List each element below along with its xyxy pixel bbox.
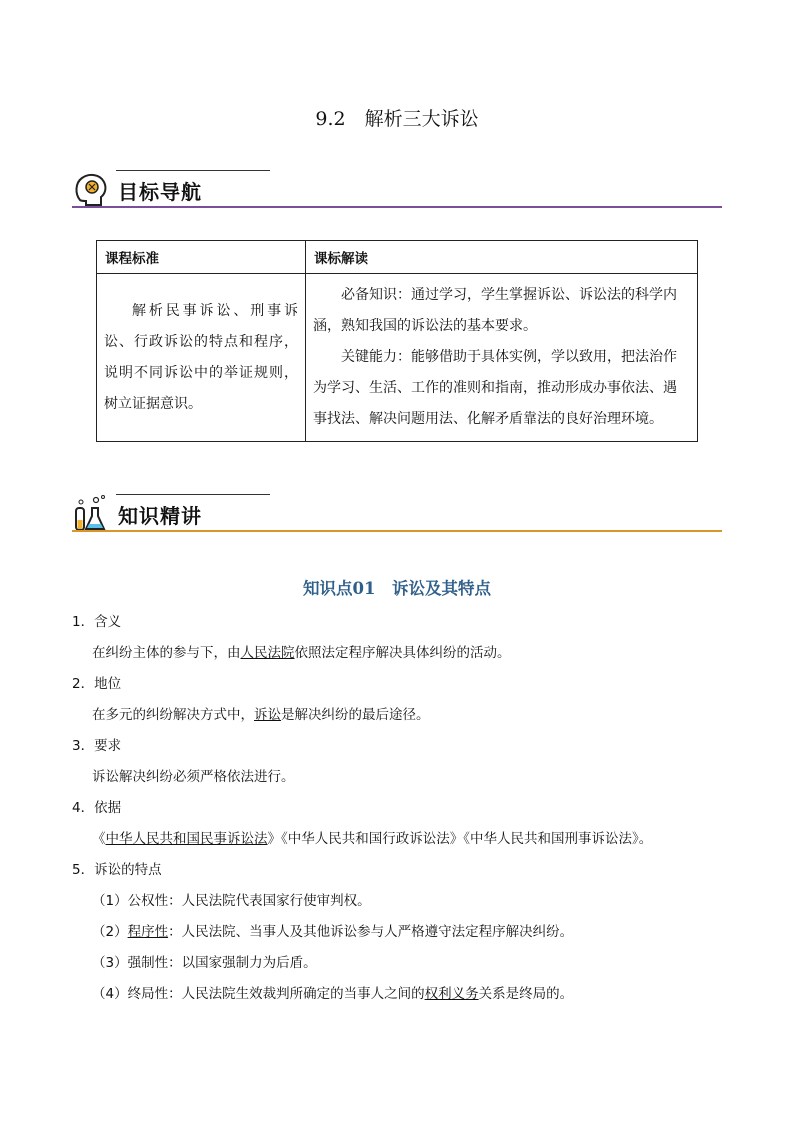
header-reading: 课标解读 [306, 241, 698, 274]
item-text: 《中华人民共和国民事诉讼法》《中华人民共和国行政诉讼法》《中华人民共和国刑事诉讼法》。 [92, 831, 653, 847]
underlined-term: 人民法院 [240, 645, 295, 661]
underlined-term: 诉讼 [254, 707, 281, 723]
reading-knowledge: 必备知识：通过学习，学生掌握诉讼、诉讼法的科学内涵，熟知我国的诉讼法的基本要求。 [313, 287, 677, 334]
section-top-rule [116, 170, 270, 171]
feature-item: （2）程序性：人民法院、当事人及其他诉讼参与人严格遵守法定程序解决纠纷。 [92, 924, 574, 940]
item-heading: 2．地位 [72, 676, 122, 692]
knowledge-content [72, 612, 722, 1015]
standard-text: 解析民事诉讼、刑事诉讼、行政诉讼的特点和程序，说明不同诉讼中的举证规则，树立证据意识。 [104, 302, 298, 412]
feature-item: （4）终局性：人民法院生效裁判所确定的当事人之间的权利义务关系是终局的。 [92, 986, 574, 1002]
section-label: 知识精讲 [118, 504, 202, 528]
item-heading: 5．诉讼的特点 [72, 862, 162, 878]
table-header-row [97, 241, 698, 274]
section-header-goals [72, 170, 722, 210]
page-title: 9.2 解析三大诉讼 [315, 108, 479, 130]
section-divider [72, 530, 722, 532]
knowledge-point-title: 知识点01 诉讼及其特点 [303, 579, 491, 598]
feature-item: （1）公权性：人民法院代表国家行使审判权。 [92, 893, 371, 909]
item-heading: 4．依据 [72, 800, 122, 816]
head-bulb-icon [72, 170, 110, 208]
underlined-term: 程序性 [127, 924, 169, 940]
item-heading: 1．含义 [72, 614, 122, 630]
feature-item: （3）强制性：以国家强制力为后盾。 [92, 955, 317, 971]
table-row [97, 274, 698, 442]
reading-ability: 关键能力：能够借助于具体实例，学以致用，把法治作为学习、生活、工作的准则和指南，推动形成办事依法、遇事找法、解决问题用法、化解矛盾靠法的良好治理环境。 [313, 349, 677, 427]
section-top-rule [116, 494, 270, 495]
item-text: 在纠纷主体的参与下，由人民法院依照法定程序解决具体纠纷的活动。 [92, 645, 511, 661]
section-divider [72, 206, 722, 208]
underlined-term: 中华人民共和国民事诉讼法 [105, 831, 268, 847]
item-heading: 3．要求 [72, 738, 122, 754]
item-text: 诉讼解决纠纷必须严格依法进行。 [92, 769, 295, 785]
item-text: 在多元的纠纷解决方式中，诉讼是解决纠纷的最后途径。 [92, 707, 430, 723]
section-header-knowledge [72, 494, 722, 534]
curriculum-table [96, 240, 698, 442]
header-standard: 课程标准 [97, 241, 306, 274]
section-label: 目标导航 [118, 180, 202, 204]
underlined-term: 权利义务 [424, 986, 479, 1002]
lab-flask-icon [72, 494, 110, 532]
cell-standard [97, 274, 306, 442]
cell-reading [306, 274, 698, 442]
